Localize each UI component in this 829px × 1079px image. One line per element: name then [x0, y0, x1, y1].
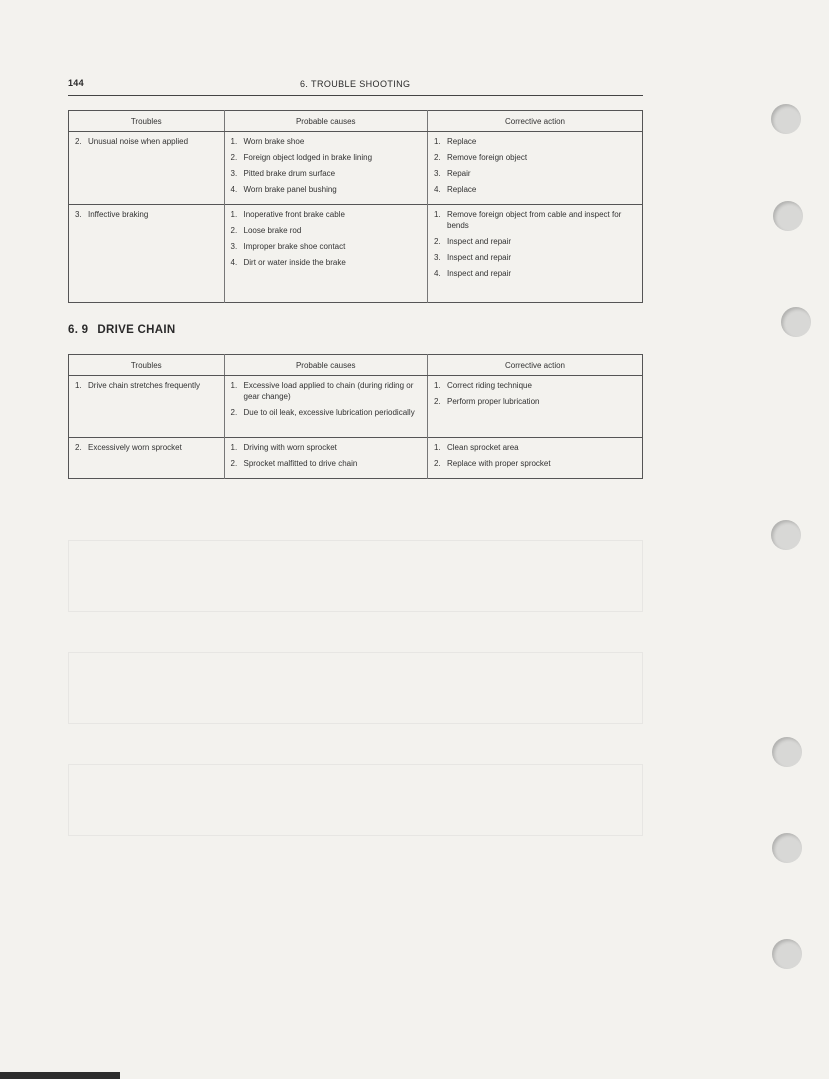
actions-column-header: Corrective action: [428, 111, 643, 132]
item-number: 2.: [434, 237, 441, 246]
punch-hole: [771, 104, 801, 134]
item-text: Worn brake panel bushing: [243, 185, 337, 194]
list-item: [434, 236, 636, 247]
causes-cell: [224, 205, 428, 303]
item-number: 2.: [230, 459, 238, 468]
list-item: [434, 184, 636, 195]
list-item: [434, 168, 636, 179]
list-item: [434, 252, 636, 263]
item-number: 1.: [230, 210, 238, 219]
item-text: Loose brake rod: [243, 226, 302, 235]
item-text: Remove foreign object from cable and inspect for bends: [447, 210, 622, 230]
actions-column-header: Corrective action: [428, 355, 643, 376]
item-text: Clean sprocket area: [447, 443, 519, 452]
troubles-column-header: Troubles: [69, 355, 225, 376]
item-number: 3.: [230, 242, 238, 251]
section-heading: [68, 324, 175, 336]
item-text: Replace: [447, 185, 477, 194]
item-text: Worn brake shoe: [243, 137, 305, 146]
item-text: Excessive load applied to chain (during riding or gear change): [243, 381, 414, 401]
item-text: Dirt or water inside the brake: [243, 258, 346, 267]
running-head: 6. TROUBLE SHOOTING: [300, 79, 411, 89]
punch-hole: [771, 520, 801, 550]
brake-trouble-table: [68, 110, 643, 303]
list-item: [231, 241, 422, 252]
item-number: 1.: [230, 381, 238, 390]
item-number: 4.: [434, 269, 441, 278]
item-number: 1.: [434, 210, 441, 219]
actions-cell: [428, 132, 643, 205]
causes-cell: [224, 438, 428, 479]
section-title: DRIVE CHAIN: [97, 324, 176, 336]
scan-edge-shadow: [0, 1072, 120, 1079]
trouble-cell: [69, 205, 225, 303]
list-item: [231, 184, 422, 195]
list-item: [231, 225, 422, 236]
list-item: [434, 268, 636, 279]
item-text: Improper brake shoe contact: [243, 242, 346, 251]
ghost-box: [68, 540, 643, 612]
actions-cell: [428, 205, 643, 303]
table-row: [69, 438, 643, 479]
item-text: Replace: [447, 137, 477, 146]
trouble-number: 3.: [75, 210, 82, 219]
table-row: [69, 376, 643, 438]
list-item: [231, 168, 422, 179]
list-item: [231, 257, 422, 268]
item-text: Pitted brake drum surface: [243, 169, 336, 178]
trouble-cell: [69, 376, 225, 438]
list-item: [231, 458, 422, 469]
item-number: 1.: [434, 381, 441, 390]
item-number: 1.: [230, 443, 238, 452]
item-text: Due to oil leak, excessive lubrication periodically: [243, 408, 415, 417]
list-item: [434, 396, 636, 407]
list-item: [231, 407, 422, 418]
page-number: 144: [68, 78, 84, 88]
drive-chain-table: [68, 354, 643, 479]
punch-hole: [773, 201, 803, 231]
table-header-row: [69, 111, 643, 132]
list-item: [434, 442, 636, 453]
trouble-cell: [69, 132, 225, 205]
item-number: 4.: [230, 185, 238, 194]
ghost-box: [68, 764, 643, 836]
item-number: 1.: [434, 137, 441, 146]
item-text: Sprocket malfitted to drive chain: [243, 459, 358, 468]
item-text: Perform proper lubrication: [447, 397, 540, 406]
list-item: [231, 442, 422, 453]
ghost-box: [68, 652, 643, 724]
item-text: Correct riding technique: [447, 381, 532, 390]
item-number: 2.: [230, 153, 238, 162]
causes-cell: [224, 132, 428, 205]
list-item: [231, 209, 422, 220]
item-text: Inspect and repair: [447, 237, 512, 246]
item-text: Repair: [447, 169, 471, 178]
item-text: Inspect and repair: [447, 269, 512, 278]
list-item: [231, 152, 422, 163]
trouble-text: Inffective braking: [88, 210, 149, 219]
item-number: 2.: [434, 153, 441, 162]
actions-cell: [428, 376, 643, 438]
troubles-column-header: Troubles: [69, 111, 225, 132]
list-item: [231, 380, 422, 402]
item-text: Inoperative front brake cable: [243, 210, 345, 219]
item-number: 2.: [230, 226, 238, 235]
list-item: [434, 209, 636, 231]
list-item: [434, 380, 636, 391]
item-number: 2.: [434, 397, 441, 406]
item-number: 2.: [230, 408, 238, 417]
trouble-cell: [69, 438, 225, 479]
item-number: 4.: [434, 185, 441, 194]
item-text: Inspect and repair: [447, 253, 512, 262]
trouble-text: Unusual noise when applied: [88, 137, 189, 146]
item-number: 3.: [434, 253, 441, 262]
trouble-text: Excessively worn sprocket: [88, 443, 182, 452]
list-item: [434, 136, 636, 147]
trouble-number: 2.: [75, 443, 82, 452]
item-number: 3.: [434, 169, 441, 178]
table-row: [69, 205, 643, 303]
show-through-ghost: [68, 540, 643, 960]
item-number: 1.: [230, 137, 238, 146]
actions-cell: [428, 438, 643, 479]
punch-hole: [772, 939, 802, 969]
section-number: 6. 9: [68, 324, 89, 336]
punch-hole: [781, 307, 811, 337]
item-number: 4.: [230, 258, 238, 267]
punch-hole: [772, 833, 802, 863]
causes-cell: [224, 376, 428, 438]
causes-column-header: Probable causes: [224, 111, 428, 132]
list-item: [434, 152, 636, 163]
list-item: [231, 136, 422, 147]
table-header-row: [69, 355, 643, 376]
list-item: [434, 458, 636, 469]
item-text: Driving with worn sprocket: [243, 443, 337, 452]
causes-column-header: Probable causes: [224, 355, 428, 376]
table-row: [69, 132, 643, 205]
trouble-number: 1.: [75, 381, 82, 390]
header-rule: [68, 95, 643, 96]
trouble-number: 2.: [75, 137, 82, 146]
item-number: 1.: [434, 443, 441, 452]
item-number: 3.: [230, 169, 238, 178]
item-number: 2.: [434, 459, 441, 468]
punch-hole: [772, 737, 802, 767]
trouble-text: Drive chain stretches frequently: [88, 381, 201, 390]
item-text: Foreign object lodged in brake lining: [243, 153, 373, 162]
item-text: Remove foreign object: [447, 153, 528, 162]
item-text: Replace with proper sprocket: [447, 459, 551, 468]
